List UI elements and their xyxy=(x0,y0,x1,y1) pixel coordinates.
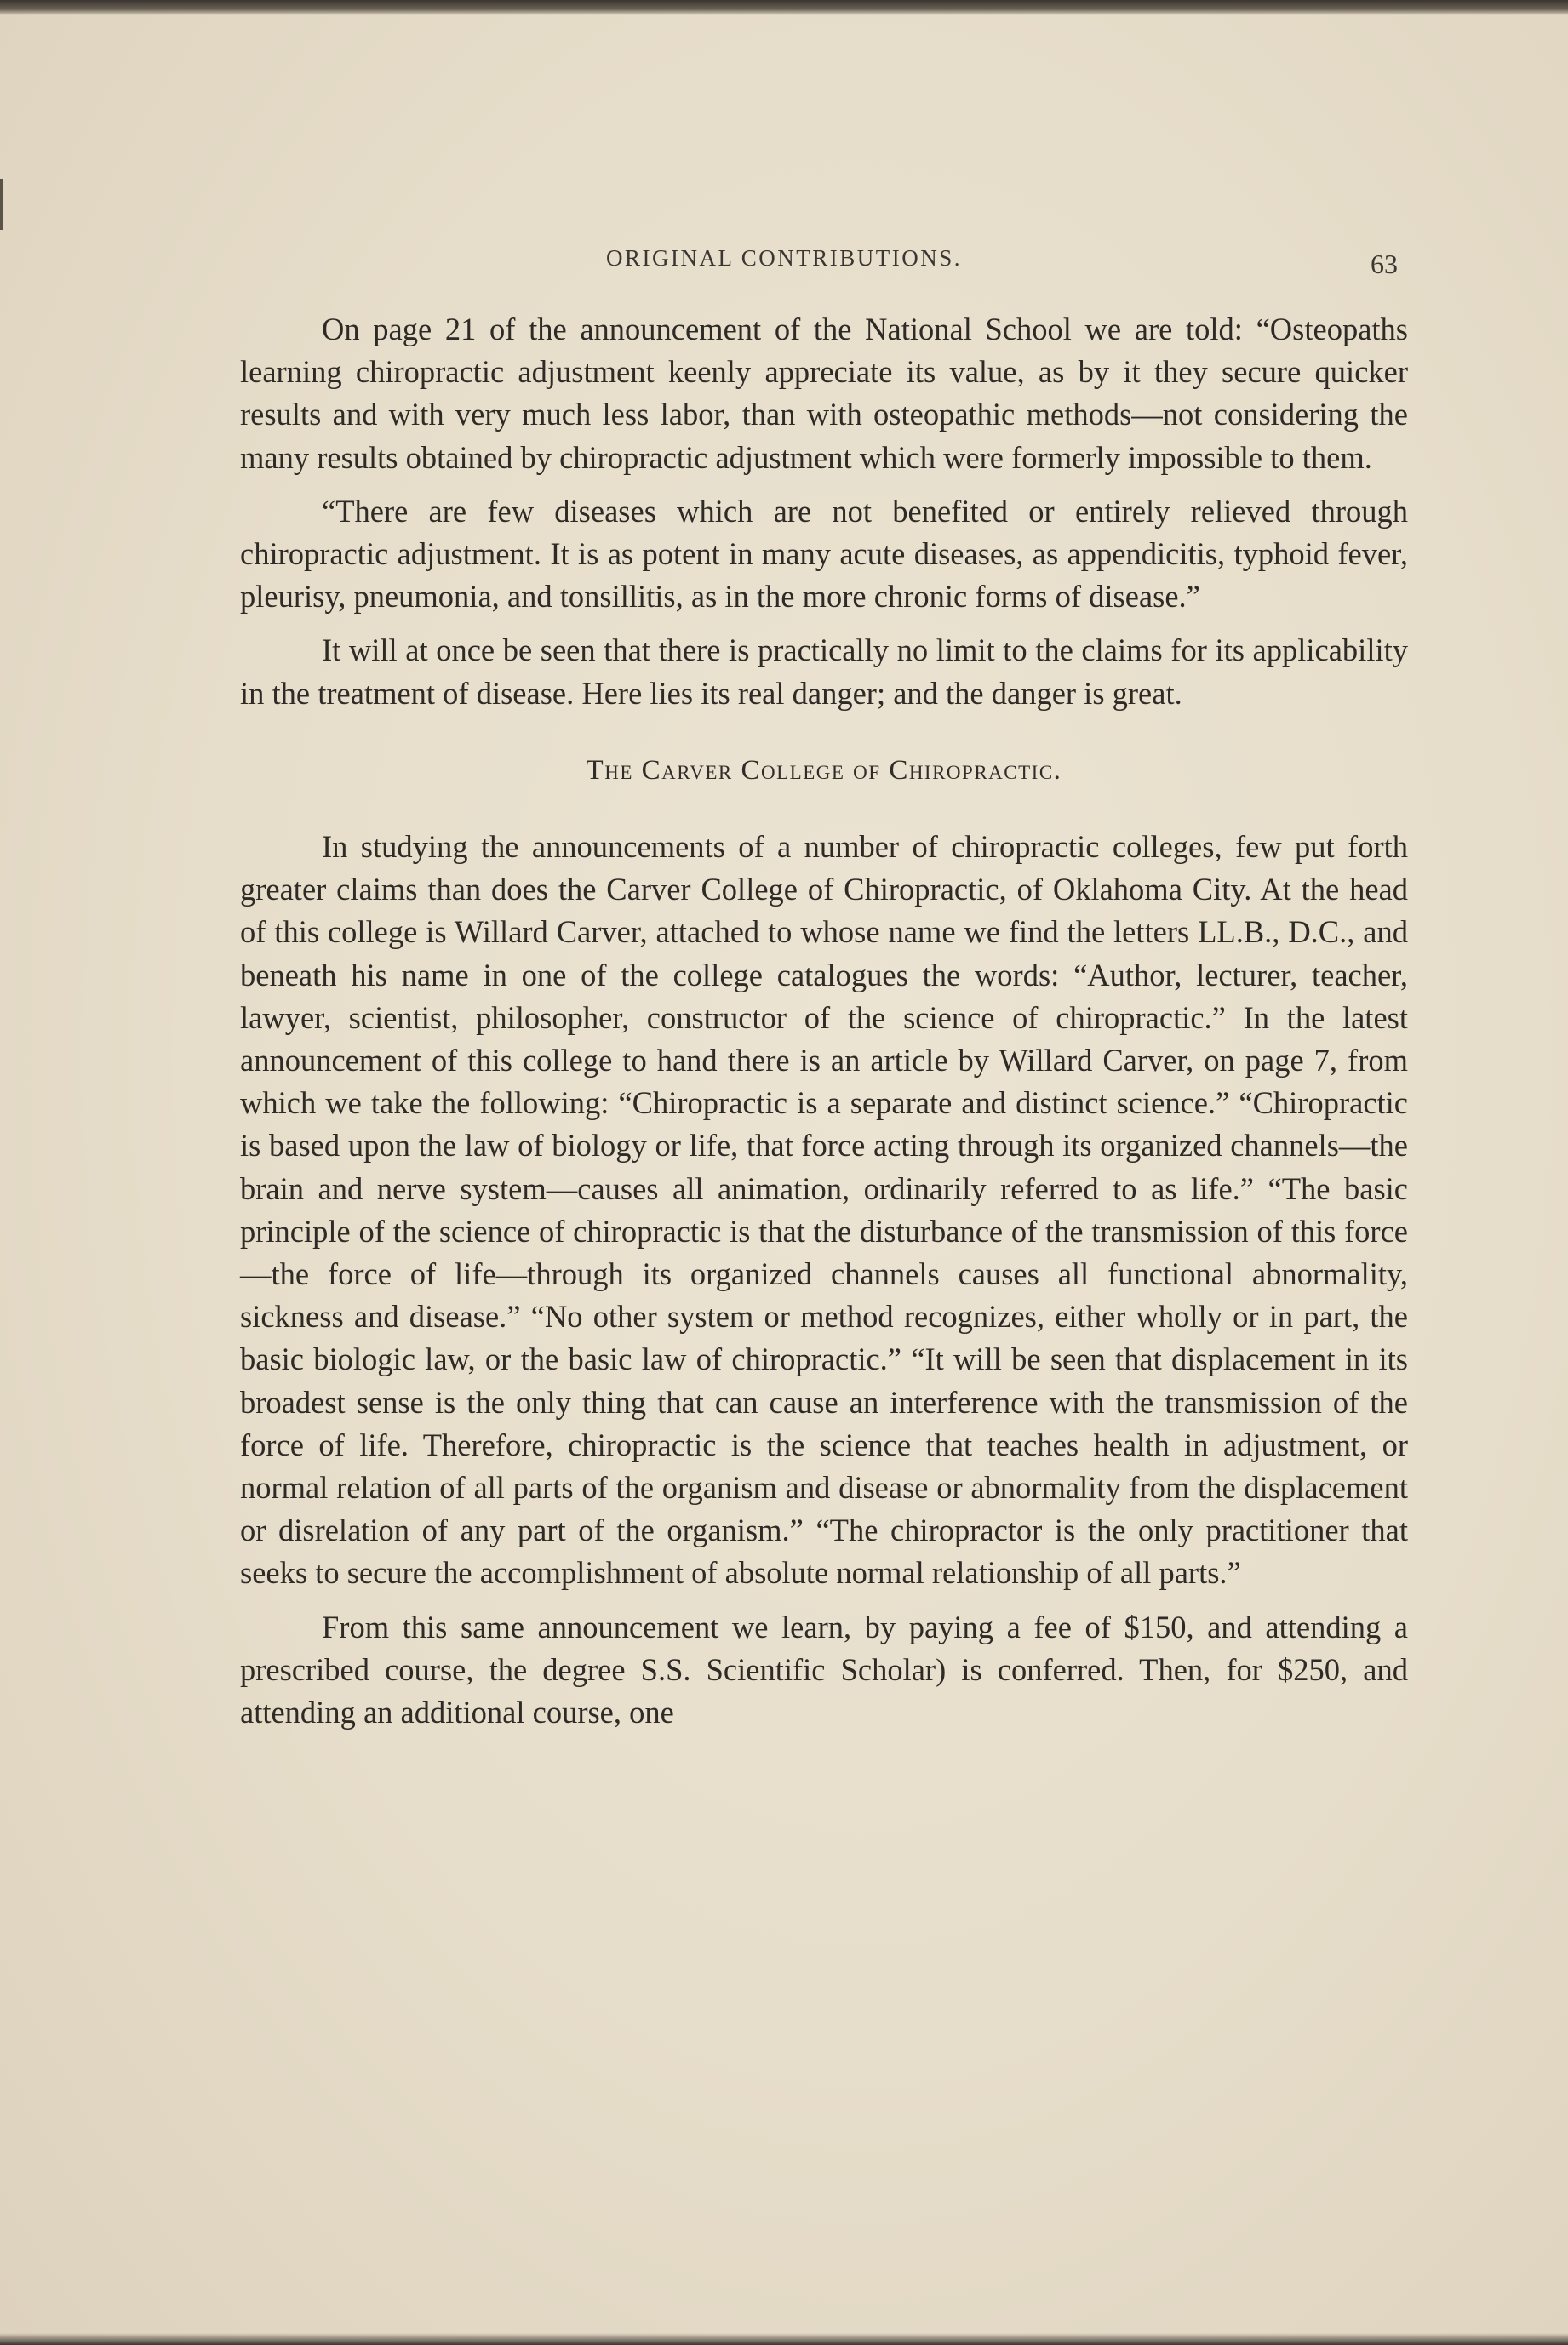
paragraph-national-school: On page 21 of the announcement of the National School we are told: “Osteopaths learning chiropractic adjustment keenly appreciate its value, as by it they secure quicker results and with very much less labor, than with osteopathic methods—not considering the many results obtained by chiropractic adjustment which were formerly impossible to them. xyxy=(240,312,1408,475)
page-top-edge xyxy=(0,0,1568,15)
page-bottom-edge xyxy=(0,2333,1568,2345)
section-heading: The Carver College of Chiropractic. xyxy=(586,754,1062,786)
paragraph-diseases-quote: “There are few diseases which are not benefited or entirely relieved through chiropractic adjustment. It is as potent in many acute diseases, as appendicitis, typhoid fever, pleurisy, pneumonia, and tonsillitis, as in the more chronic forms of disease.” xyxy=(240,493,1408,615)
running-head xyxy=(0,245,1568,279)
running-head-title: ORIGINAL CONTRIBUTIONS. xyxy=(606,245,962,271)
paragraph-fees: From this same announcement we learn, by paying a fee of $150, and attending a prescribed course, the degree S.S. Scientific Scholar) is conferred. Then, for $250, and attending an additional course, one xyxy=(240,1609,1408,1730)
paragraph-danger: It will at once be seen that there is practically no limit to the claims for its applicability in the treatment of disease. Here lies its real danger; and the danger is great. xyxy=(240,632,1408,711)
paragraph-carver-college: In studying the announcements of a number of chiropractic colleges, few put forth greater claims than does the Carver College of Chiropractic, of Oklahoma City. At the head of this college is Willard Carver, attached to whose name we find the letters LL.B., D.C., and beneath his name in one of the college catalogues the words: “Author, lecturer, teacher, lawyer, scientist, philosopher, constructor of the science of chiropractic.” In the latest announcement of this college to hand there is an article by Willard Carver, on page 7, from which we take the following: “Chiropractic is a separate and distinct science.” “Chiropractic is based upon the law of biology or life, that force acting through its organized channels—the brain and nerve system—causes all animation, ordinarily referred to as life.” “The basic principle of the science of chiropractic is that the disturbance of the transmission of this force —the force of life—through its organized channels causes all functional abnormality, sickness and disease.” “No other system or method recognizes, either wholly or in part, the basic biologic law, or the basic law of chiropractic.” “It will be seen that displacement in its broadest sense is the only thing that can cause an interference with the transmission of the force of life. Therefore, chiropractic is the science that teaches health in adjustment, or normal relation of all parts of the organism and disease or abnormality from the displacement or disrelation of any part of the organism.” “The chiropractor is the only practitioner that seeks to secure the accomplishment of absolute normal relationship of all parts.” xyxy=(240,829,1408,1591)
page-number: 63 xyxy=(1371,249,1398,279)
body-text xyxy=(240,308,1408,1745)
binding-mark xyxy=(0,179,3,230)
